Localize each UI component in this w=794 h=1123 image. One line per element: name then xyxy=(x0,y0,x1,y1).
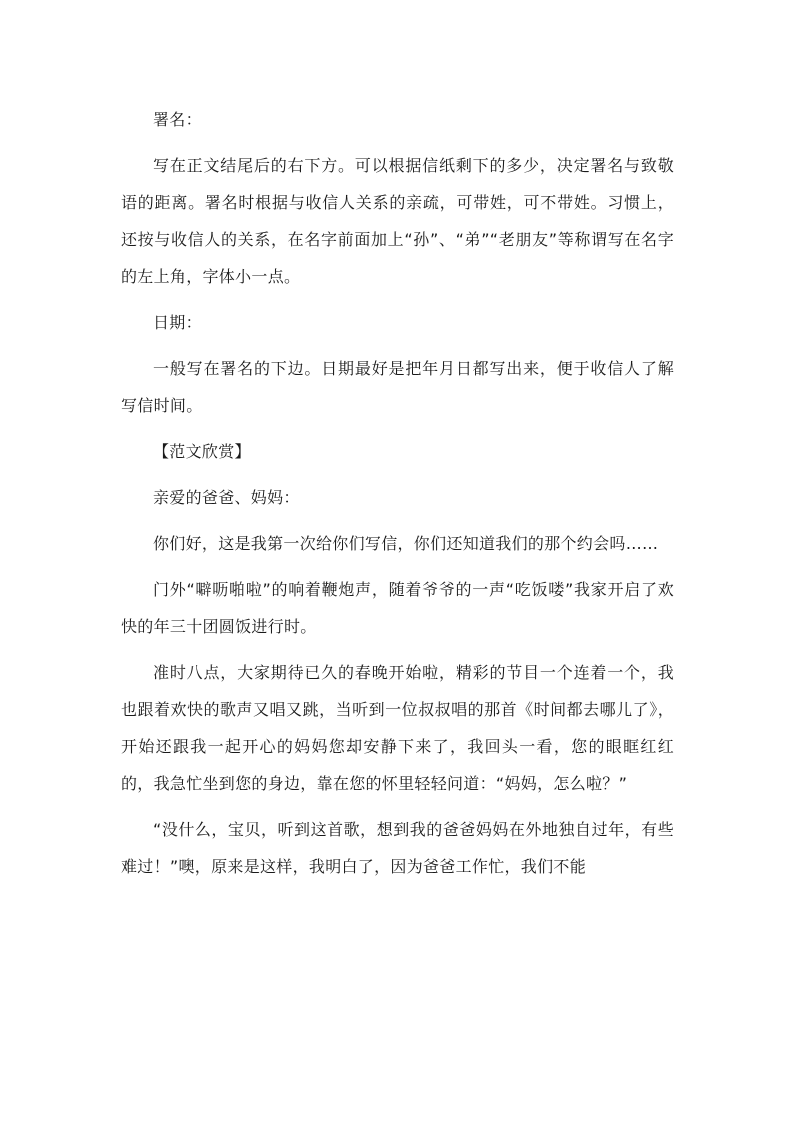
letter-paragraph-firecrackers: 门外“噼呖啪啦”的响着鞭炮声，随着爷爷的一声“吃饭喽”我家开启了欢快的年三十团圆饭进行时。 xyxy=(121,580,674,636)
document-body xyxy=(121,101,674,894)
letter-paragraph-reply: “没什么，宝贝，听到这首歌，想到我的爸爸妈妈在外地独自过年，有些难过！”噢，原来是这样，我明白了，因为爸爸工作忙，我们不能 xyxy=(121,820,674,876)
signature-description: 写在正文结尾后的右下方。可以根据信纸剩下的多少，决定署名与致敬语的距离。署名时根据与收信人关系的亲疏，可带姓，可不带姓。习惯上，还按与收信人的关系，在名字前面加上“孙”、“弟”“老朋友”等称谓写在名字的左上角，字体小一点。 xyxy=(121,156,674,286)
letter-salutation: 亲爱的爸爸、妈妈： xyxy=(153,488,300,507)
signature-heading: 署名： xyxy=(153,110,202,129)
date-description: 一般写在署名的下边。日期最好是把年月日都写出来，便于收信人了解写信时间。 xyxy=(121,359,674,415)
date-heading: 日期： xyxy=(153,313,202,332)
letter-paragraph-gala: 准时八点，大家期待已久的春晚开始啦，精彩的节目一个连着一个，我也跟着欢快的歌声又唱又跳，当听到一位叔叔唱的那首《时间都去哪儿了》，开始还跟我一起开心的妈妈您却安静下来了，我回头一看，您的眼眶红红的，我急忙坐到您的身边，靠在您的怀里轻轻问道：“妈妈，怎么啦？” xyxy=(121,663,674,793)
letter-paragraph-greeting: 你们好，这是我第一次给你们写信，你们还知道我们的那个约会吗…… xyxy=(153,534,659,553)
sample-essay-heading: 【范文欣赏】 xyxy=(153,442,251,461)
